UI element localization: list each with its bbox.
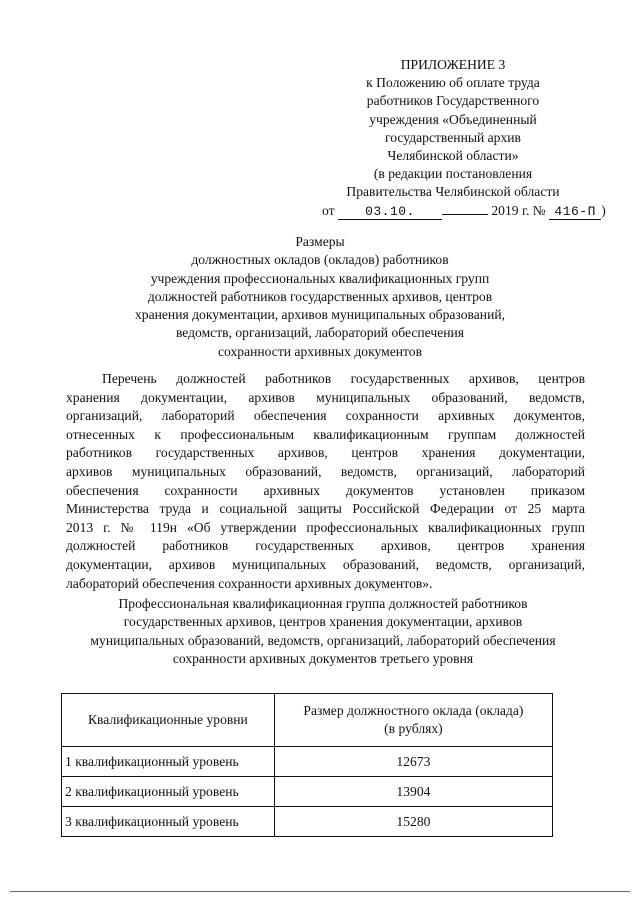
page-bottom-rule bbox=[10, 891, 630, 892]
level-cell: 1 квалификационный уровень bbox=[62, 747, 275, 777]
level-cell: 2 квалификационный уровень bbox=[62, 777, 275, 807]
paragraph-line: Министерства труда и социальной защиты Российской Федерации от 25 марта bbox=[66, 501, 585, 517]
amount-cell: 12673 bbox=[274, 747, 552, 777]
appendix-line: работников Государственного bbox=[366, 93, 540, 109]
paragraph-line: 2013 г. № 119н «Об утверждении профессиональных квалификационных групп bbox=[66, 519, 585, 535]
date-blank bbox=[442, 202, 488, 215]
header-salary bbox=[274, 694, 552, 747]
resolution-number: 416-П bbox=[549, 204, 601, 220]
resolution-year: 2019 г. № bbox=[491, 202, 546, 218]
table-row bbox=[62, 807, 553, 837]
title-line: хранения документации, архивов муниципальных образований, bbox=[134, 307, 506, 323]
paragraph-line: работников государственных архивов, центров хранения документации, bbox=[66, 445, 585, 461]
table-row bbox=[62, 747, 553, 777]
header-levels: Квалификационные уровни bbox=[62, 694, 275, 747]
paragraph-line: архивов муниципальных образований, ведомств, организаций, лабораторий bbox=[66, 463, 585, 479]
header-salary-line: Размер должностного оклада (оклада) bbox=[303, 703, 524, 718]
group-heading-line: государственных архивов, центров хранения документации, архивов bbox=[123, 614, 523, 630]
appendix-header bbox=[322, 56, 606, 220]
group-heading-line: Профессиональная квалификационная группа должностей работников bbox=[118, 596, 528, 611]
paragraph-line: документации, архивов муниципальных образований, ведомств, организаций, bbox=[66, 556, 585, 572]
amount-cell: 15280 bbox=[274, 807, 552, 837]
body-paragraph bbox=[66, 370, 585, 593]
paragraph-line: отнесенных к профессиональным квалификационным группам должностей bbox=[66, 426, 585, 442]
appendix-title: ПРИЛОЖЕНИЕ 3 bbox=[400, 57, 506, 72]
appendix-line: учреждения «Объединенный bbox=[369, 111, 537, 127]
appendix-line: государственный архив bbox=[385, 129, 521, 145]
level-cell: 3 квалификационный уровень bbox=[62, 807, 275, 837]
group-heading bbox=[58, 595, 588, 668]
document-title bbox=[90, 233, 550, 361]
paragraph-line: должностей работников государственных архивов, центров хранения bbox=[66, 538, 585, 554]
amount-cell: 13904 bbox=[274, 777, 552, 807]
group-heading-line: муниципальных образований, ведомств, организаций, лабораторий обеспечения bbox=[90, 632, 556, 648]
appendix-line: Челябинской области» bbox=[387, 148, 519, 164]
date-prefix: от bbox=[322, 202, 335, 218]
paragraph-line: обеспечения сохранности архивных документов установлен приказом bbox=[66, 482, 585, 498]
salary-table bbox=[61, 693, 553, 837]
appendix-line: к Положению об оплате труда bbox=[366, 75, 540, 91]
group-heading-line: сохранности архивных документов третьего уровня bbox=[172, 650, 474, 666]
header-currency-line: (в рублях) bbox=[384, 721, 443, 736]
appendix-line: (в редакции постановления bbox=[373, 166, 533, 182]
title-line: должностных окладов (окладов) работников bbox=[191, 252, 449, 268]
table-row bbox=[62, 777, 553, 807]
appendix-line: Правительства Челябинской области bbox=[346, 184, 560, 200]
resolution-date-line bbox=[322, 202, 606, 220]
title-line: должностей работников государственных архивов, центров bbox=[147, 288, 493, 304]
table-header-row bbox=[62, 694, 553, 747]
closing-paren: ) bbox=[601, 202, 606, 218]
paragraph-line: Перечень должностей работников государственных архивов, центров bbox=[102, 371, 585, 386]
paragraph-line: хранения документации, архивов муниципальных образований, ведомств, bbox=[66, 389, 585, 405]
title-line: сохранности архивных документов bbox=[217, 343, 422, 359]
paragraph-line: лабораторий обеспечения сохранности архивных документов». bbox=[66, 575, 433, 591]
title-line: учреждения профессиональных квалификационных групп bbox=[150, 270, 490, 286]
paragraph-line: организаций, лабораторий обеспечения сохранности архивных документов, bbox=[66, 408, 585, 424]
resolution-date: 03.10. bbox=[338, 204, 442, 220]
title-line: ведомств, организаций, лабораторий обеспечения bbox=[175, 325, 465, 341]
title-line: Размеры bbox=[295, 234, 345, 249]
